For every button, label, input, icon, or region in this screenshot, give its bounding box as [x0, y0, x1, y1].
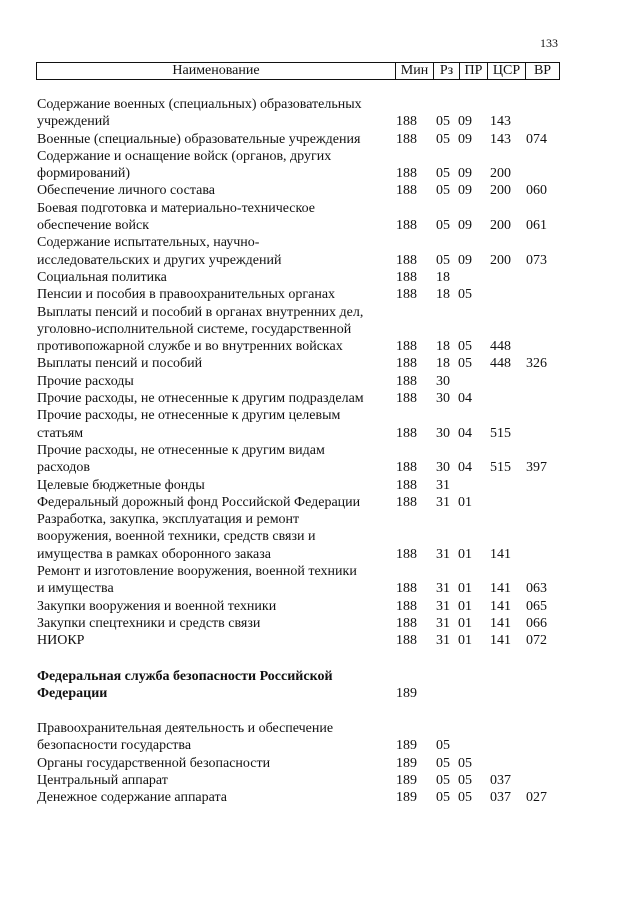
row-csr: 141	[490, 581, 511, 597]
row-name: Центральный аппарат	[37, 772, 168, 788]
row-vr: 326	[526, 356, 547, 372]
row-min: 189	[396, 772, 417, 788]
row-vr: 397	[526, 460, 547, 476]
section-name: Федеральная служба безопасности Российской Федерации	[37, 668, 333, 701]
row-min: 188	[396, 252, 417, 268]
row-vr: 060	[526, 183, 547, 199]
row-rz: 05	[436, 755, 450, 771]
table-row	[37, 355, 577, 372]
row-rz: 30	[436, 460, 450, 476]
row-pr: 05	[458, 772, 472, 788]
row-rz: 31	[436, 494, 450, 510]
row-name: Целевые бюджетные фонды	[37, 477, 205, 493]
row-name: Социальная политика	[37, 269, 167, 285]
row-rz: 05	[436, 218, 450, 234]
row-rz: 05	[436, 166, 450, 182]
row-pr: 01	[458, 633, 472, 649]
table-row	[37, 511, 577, 563]
row-rz: 31	[436, 615, 450, 631]
table-row	[37, 182, 577, 199]
header-rz: Рз	[433, 63, 459, 79]
row-csr: 200	[490, 252, 511, 268]
table-row	[37, 373, 577, 390]
row-name: Прочие расходы, не отнесенные к другим видам расходов	[37, 442, 325, 476]
table-row	[37, 563, 577, 598]
row-csr: 515	[490, 425, 511, 441]
header-csr: ЦСР	[487, 63, 525, 79]
row-name: Выплаты пенсий и пособий в органах внутренних дел, уголовно-исполнительной системе, государственной противопожарной службе и во внутренних войсках	[37, 304, 364, 355]
table-row	[37, 200, 577, 235]
row-min: 188	[396, 598, 417, 614]
row-csr: 200	[490, 183, 511, 199]
row-pr: 01	[458, 494, 472, 510]
row-rz: 18	[436, 339, 450, 355]
row-min: 188	[396, 581, 417, 597]
row-rz: 31	[436, 477, 450, 493]
row-csr: 448	[490, 339, 511, 355]
table-body	[37, 96, 577, 807]
row-name: Содержание и оснащение войск (органов, других формирований)	[37, 148, 332, 182]
row-vr: 061	[526, 218, 547, 234]
row-rz: 18	[436, 287, 450, 303]
row-rz: 05	[436, 183, 450, 199]
row-rz: 31	[436, 581, 450, 597]
row-name: Прочие расходы, не отнесенные к другим подразделам	[37, 391, 364, 407]
table-row	[37, 407, 577, 442]
row-name: Обеспечение личного состава	[37, 183, 215, 199]
table-row	[37, 304, 577, 356]
table-row	[37, 632, 577, 649]
row-min: 188	[396, 460, 417, 476]
row-name: НИОКР	[37, 633, 85, 649]
row-pr: 04	[458, 425, 472, 441]
row-vr: 063	[526, 581, 547, 597]
row-csr: 037	[490, 790, 511, 806]
row-min: 188	[396, 494, 417, 510]
header-min: Мин	[395, 63, 433, 79]
row-name: Содержание военных (специальных) образовательных учреждений	[37, 97, 362, 130]
row-min: 188	[396, 131, 417, 147]
row-min: 188	[396, 615, 417, 631]
row-pr: 09	[458, 131, 472, 147]
row-vr: 072	[526, 633, 547, 649]
row-name: Военные (специальные) образовательные учреждения	[37, 131, 361, 147]
row-name: Закупки спецтехники и средств связи	[37, 615, 261, 631]
row-pr: 05	[458, 287, 472, 303]
table-row	[37, 148, 577, 183]
row-min: 188	[396, 183, 417, 199]
table-row	[37, 789, 577, 806]
row-pr: 04	[458, 391, 472, 407]
row-rz: 05	[436, 790, 450, 806]
row-vr: 073	[526, 252, 547, 268]
row-csr: 448	[490, 356, 511, 372]
table-row	[37, 615, 577, 632]
row-min: 188	[396, 339, 417, 355]
row-rz: 18	[436, 356, 450, 372]
table-row	[37, 234, 577, 269]
row-csr: 141	[490, 615, 511, 631]
table-row	[37, 494, 577, 511]
spacer	[37, 650, 577, 668]
budget-rows-ministry-188	[37, 96, 577, 650]
row-pr: 09	[458, 183, 472, 199]
row-min: 188	[396, 546, 417, 562]
row-csr: 200	[490, 166, 511, 182]
row-rz: 30	[436, 391, 450, 407]
row-min: 188	[396, 287, 417, 303]
row-pr: 05	[458, 755, 472, 771]
row-vr: 066	[526, 615, 547, 631]
budget-rows-ministry-189	[37, 720, 577, 806]
row-name: Пенсии и пособия в правоохранительных органах	[37, 287, 336, 303]
header-name: Наименование	[172, 63, 260, 78]
table-header	[36, 62, 560, 80]
row-rz: 30	[436, 373, 450, 389]
table-row	[37, 772, 577, 789]
row-name: Прочие расходы	[37, 373, 134, 389]
row-name: Выплаты пенсий и пособий	[37, 356, 203, 372]
table-row	[37, 131, 577, 148]
table-row	[37, 598, 577, 615]
row-csr: 515	[490, 460, 511, 476]
row-pr: 05	[458, 790, 472, 806]
row-pr: 01	[458, 615, 472, 631]
row-min: 188	[396, 477, 417, 493]
row-pr: 01	[458, 581, 472, 597]
row-pr: 09	[458, 166, 472, 182]
row-pr: 01	[458, 546, 472, 562]
row-min: 188	[396, 356, 417, 372]
row-name: Органы государственной безопасности	[37, 755, 271, 771]
row-rz: 18	[436, 269, 450, 285]
row-min: 188	[396, 425, 417, 441]
row-name: Правоохранительная деятельность и обеспечение безопасности государства	[37, 721, 334, 754]
row-min: 189	[396, 755, 417, 771]
row-min: 188	[396, 633, 417, 649]
row-rz: 05	[436, 772, 450, 788]
row-rz: 05	[436, 738, 450, 754]
row-pr: 09	[458, 218, 472, 234]
row-pr: 05	[458, 339, 472, 355]
row-rz: 31	[436, 546, 450, 562]
row-name: Ремонт и изготовление вооружения, военной техники и имущества	[37, 564, 357, 597]
table-row	[37, 442, 577, 477]
page-number: 133	[540, 36, 558, 50]
row-vr: 074	[526, 131, 547, 147]
row-csr: 141	[490, 633, 511, 649]
row-pr: 09	[458, 114, 472, 130]
row-pr: 05	[458, 356, 472, 372]
section-row	[37, 668, 577, 703]
row-name: Федеральный дорожный фонд Российской Федерации	[37, 494, 361, 510]
table-row	[37, 269, 577, 286]
header-vr: ВР	[525, 63, 559, 79]
row-min: 189	[396, 790, 417, 806]
row-rz: 05	[436, 252, 450, 268]
row-csr: 141	[490, 546, 511, 562]
row-csr: 143	[490, 131, 511, 147]
row-rz: 31	[436, 633, 450, 649]
table-row	[37, 390, 577, 407]
row-name: Содержание испытательных, научно- исследовательских и других учреждений	[37, 235, 282, 268]
row-rz: 05	[436, 114, 450, 130]
row-csr: 143	[490, 114, 511, 130]
row-min: 188	[396, 218, 417, 234]
row-pr: 09	[458, 252, 472, 268]
row-rz: 30	[436, 425, 450, 441]
row-vr: 065	[526, 598, 547, 614]
section-min: 189	[396, 685, 417, 701]
row-name: Закупки вооружения и военной техники	[37, 598, 277, 614]
table-row	[37, 720, 577, 755]
row-pr: 04	[458, 460, 472, 476]
row-min: 189	[396, 738, 417, 754]
table-row	[37, 96, 577, 131]
row-min: 188	[396, 166, 417, 182]
row-name: Боевая подготовка и материально-техническое обеспечение войск	[37, 200, 315, 234]
row-min: 188	[396, 269, 417, 285]
row-min: 188	[396, 391, 417, 407]
row-name: Денежное содержание аппарата	[37, 790, 228, 806]
table-row	[37, 477, 577, 494]
table-row	[37, 755, 577, 772]
row-csr: 200	[490, 218, 511, 234]
row-name: Прочие расходы, не отнесенные к другим целевым статьям	[37, 408, 341, 441]
row-min: 188	[396, 114, 417, 130]
row-rz: 05	[436, 131, 450, 147]
row-csr: 141	[490, 598, 511, 614]
row-vr: 027	[526, 790, 547, 806]
row-name: Разработка, закупка, эксплуатация и ремонт вооружения, военной техники, средств связи и имущества в рамках оборонного заказа	[37, 512, 316, 562]
row-rz: 31	[436, 598, 450, 614]
row-pr: 01	[458, 598, 472, 614]
table-row	[37, 286, 577, 303]
header-pr: ПР	[459, 63, 487, 79]
spacer	[37, 702, 577, 720]
row-min: 188	[396, 373, 417, 389]
row-csr: 037	[490, 772, 511, 788]
